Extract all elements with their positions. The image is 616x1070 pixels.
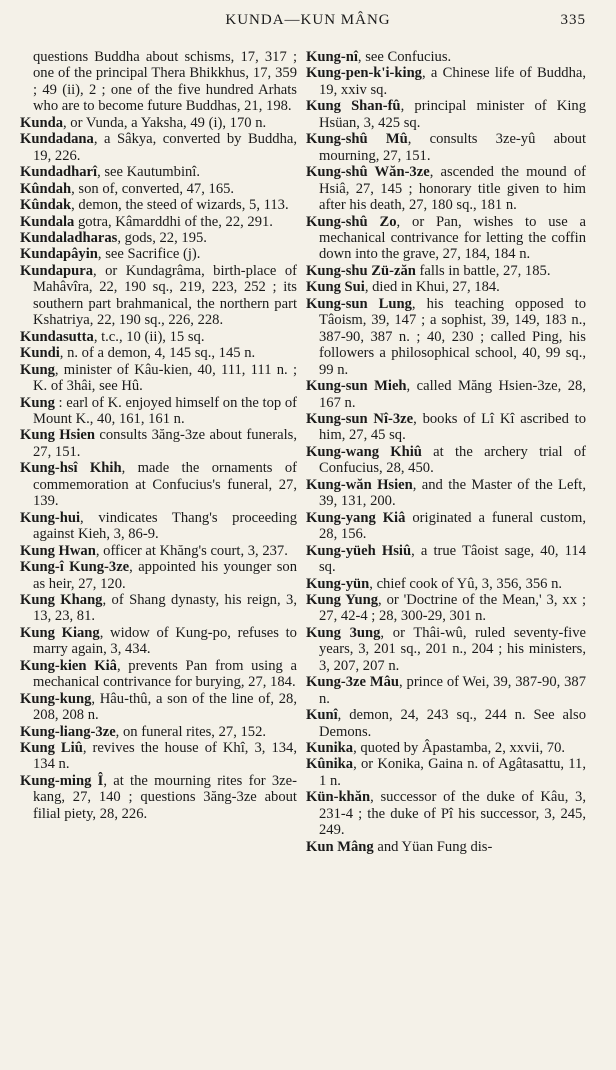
index-entry bbox=[20, 214, 297, 230]
entry-headword: Kung-3ze Mâu bbox=[306, 674, 400, 691]
entry-text: , or Vunda, a Yaksha, 49 (i), 170 n. bbox=[63, 114, 267, 131]
index-entry bbox=[20, 230, 297, 246]
index-entry bbox=[20, 460, 297, 509]
index-entry bbox=[306, 707, 586, 740]
entry-text: , made the ornaments of commemoration at Confucius's funeral, 27, 139. bbox=[33, 460, 297, 510]
entry-text: , see Sacrifice (j). bbox=[97, 246, 201, 263]
entry-headword: Kûnika bbox=[306, 756, 354, 773]
entry-text: , or Kundagrâma, birth-place of Mahâvîra, 22, 190 sq., 219, 223, 252 ; its southern part brahmanical, the northern part Kshatriya, 22, 190 sq., 226, 228. bbox=[33, 262, 297, 329]
entry-text: , principal minister of King Hsüan, 3, 425 sq. bbox=[319, 98, 586, 131]
entry-text: , ascended the mound of Hsiâ, 27, 145 ; honorary title given to him after his death, 27, 180 sq., 181 n. bbox=[319, 164, 587, 214]
index-entry bbox=[306, 592, 586, 625]
entry-text: , at the mourning rites for 3ze-kang, 27, 140 ; questions 3ăng-3ze about filial piety, 28, 226. bbox=[33, 772, 297, 822]
entry-headword: Kung-sun Mieh bbox=[306, 378, 407, 395]
index-entry bbox=[306, 444, 586, 477]
index-entry bbox=[306, 164, 586, 213]
index-entry bbox=[20, 724, 297, 740]
entry-headword: Kung-yang Kiâ bbox=[306, 509, 406, 526]
entry-headword: Kung 3ung bbox=[306, 624, 381, 641]
index-entry bbox=[20, 115, 297, 131]
entry-headword: Kung-shû Zo bbox=[306, 213, 397, 230]
index-entry bbox=[306, 98, 586, 131]
entry-text: , n. of a demon, 4, 145 sq., 145 n. bbox=[59, 345, 256, 362]
left-column bbox=[20, 49, 297, 822]
entry-text: , a Chinese life of Buddha, 19, xxiv sq. bbox=[319, 65, 586, 98]
index-entry bbox=[20, 263, 297, 329]
entry-text: at the archery trial of Confucius, 28, 450. bbox=[319, 443, 586, 477]
entry-text: , widow of Kung-po, refuses to marry again, 3, 434. bbox=[33, 624, 297, 658]
index-entry bbox=[306, 296, 586, 378]
index-entry bbox=[306, 214, 586, 263]
entry-headword: Kundi bbox=[20, 345, 60, 362]
entry-headword: Kung Hwan bbox=[20, 542, 96, 559]
entry-headword: Kundapâyin bbox=[20, 246, 98, 263]
index-entry bbox=[20, 510, 297, 543]
entry-headword: Kung-yün bbox=[306, 575, 370, 592]
entry-text: questions Buddha about schisms, 17, 317 ; one of the principal Thera Bhikkhus, 17, 359 ; 49 (ii), 2 ; one of the five hundred Arhats who are to become future Buddhas, 21, 198. bbox=[33, 49, 297, 115]
entry-headword: Kung-pen-k'i-king bbox=[306, 65, 422, 82]
entry-text: originated a funeral custom, 28, 156. bbox=[319, 509, 586, 543]
entry-headword: Kung-yüeh Hsiû bbox=[306, 542, 412, 559]
index-entry bbox=[306, 378, 586, 411]
entry-text: and Yüan Fung dis- bbox=[373, 838, 493, 855]
entry-headword: Kung-shû Wăn-3ze bbox=[306, 164, 430, 181]
entry-headword: Kung Khang bbox=[20, 591, 103, 608]
entry-headword: Kûndah bbox=[20, 180, 72, 197]
index-entry bbox=[306, 543, 586, 576]
entry-headword: Kung-hui bbox=[20, 509, 81, 526]
entry-text: , successor of the duke of Kâu, 3, 231-4 ; the duke of Pî his successor, 3, 245, 249. bbox=[319, 789, 586, 839]
entry-text: , or Pan, wishes to use a mechanical contrivance for letting the coffin down into the grave, 27, 184, 184 n. bbox=[319, 213, 586, 263]
entry-text: , died in Khui, 27, 184. bbox=[364, 279, 500, 296]
entry-text: , his teaching opposed to Tâoism, 39, 147 ; a sophist, 39, 149, 183 n., 387-90, 387 n. ; 40, 230 ; called Ping, his followers a philosophical school, 40, 99 sq., 99 n. bbox=[319, 295, 586, 378]
entry-headword: Kundadana bbox=[20, 131, 94, 148]
index-entry bbox=[20, 559, 297, 592]
index-entry bbox=[306, 576, 586, 592]
entry-headword: Kundasutta bbox=[20, 328, 94, 345]
index-entry bbox=[306, 625, 586, 674]
entry-text: , Hâu-thû, a son of the line of, 28, 208, 208 n. bbox=[33, 690, 297, 724]
index-entry bbox=[20, 197, 297, 213]
entry-text: , of Shang dynasty, his reign, 3, 13, 23, 81. bbox=[33, 591, 297, 625]
index-entry bbox=[20, 164, 297, 180]
entry-headword: Kung bbox=[20, 361, 55, 378]
entry-headword: Kunika bbox=[306, 740, 354, 757]
entry-headword: Kung-sun Nî-3ze bbox=[306, 410, 414, 427]
entry-headword: Kung Yung bbox=[306, 591, 378, 608]
index-entry bbox=[20, 246, 297, 262]
entry-text: , a true Tâoist sage, 40, 114 sq. bbox=[319, 542, 586, 576]
entry-headword: Kung-ming Î bbox=[20, 772, 104, 789]
index-entry bbox=[20, 427, 297, 460]
entry-headword: Kung-liang-3ze bbox=[20, 723, 116, 740]
entry-text: , consults 3ze-yû about mourning, 27, 151. bbox=[319, 131, 586, 164]
entry-headword: Kung-nî bbox=[306, 49, 358, 65]
entry-headword: Kung-kien Kiâ bbox=[20, 657, 117, 674]
entry-text: , revives the house of Khî, 3, 134, 134 n. bbox=[33, 740, 298, 773]
header-title: KUNDA—KUN MÂNG bbox=[225, 12, 391, 28]
entry-text: , a Sâkya, converted by Buddha, 19, 226. bbox=[33, 131, 297, 164]
entry-headword: Kundaladharas bbox=[20, 229, 118, 246]
index-entry bbox=[306, 674, 586, 707]
index-entry bbox=[306, 279, 586, 295]
entry-headword: Kung-kung bbox=[20, 690, 92, 707]
entry-text: , prince of Wei, 39, 387-90, 387 n. bbox=[319, 674, 586, 707]
index-entry bbox=[20, 181, 297, 197]
entry-text: , or 'Doctrine of the Mean,' 3, xx ; 27, 42-4 ; 28, 300-29, 301 n. bbox=[319, 591, 586, 625]
entry-headword: Kundapura bbox=[20, 262, 94, 279]
entry-headword: Kung-sun Lung bbox=[306, 295, 412, 312]
entry-text: , appointed his younger son as heir, 27, 120. bbox=[33, 559, 298, 592]
index-entry bbox=[306, 263, 586, 279]
index-entry bbox=[20, 362, 297, 395]
index-entry bbox=[20, 395, 297, 428]
entry-text: , demon, 24, 243 sq., 244 n. See also Demons. bbox=[319, 707, 586, 740]
index-entry bbox=[306, 477, 586, 510]
entry-text: consults 3ăng-3ze about funerals, 27, 151. bbox=[33, 427, 297, 460]
entry-text: , t.c., 10 (ii), 15 sq. bbox=[93, 328, 205, 345]
index-entry bbox=[20, 592, 297, 625]
entry-headword: Kün-khăn bbox=[306, 789, 371, 806]
entry-text: , see Kautumbinî. bbox=[97, 164, 201, 181]
entry-text: , on funeral rites, 27, 152. bbox=[115, 723, 267, 740]
page-number: 335 bbox=[560, 12, 586, 28]
entry-headword: Kung-wang Khiû bbox=[306, 443, 422, 460]
entry-headword: Kung Kiang bbox=[20, 624, 100, 641]
index-entry bbox=[306, 49, 586, 65]
entry-headword: Kung Shan-fû bbox=[306, 98, 401, 115]
entry-text: , or Thâi-wû, ruled seventy-five years, 3, 201 sq., 201 n., 204 ; his ministers, 3, 207, 207 n. bbox=[319, 624, 586, 674]
entry-headword: Kung-hsî Khih bbox=[20, 460, 122, 477]
index-entry bbox=[306, 510, 586, 543]
index-entry bbox=[306, 411, 586, 444]
entry-headword: Kung-shu Zü-zăn bbox=[306, 262, 416, 279]
index-entry bbox=[306, 740, 586, 756]
entry-text: , son of, converted, 47, 165. bbox=[71, 180, 235, 197]
index-entry bbox=[20, 740, 297, 773]
index-entry bbox=[20, 329, 297, 345]
entry-text: , chief cook of Yû, 3, 356, 356 n. bbox=[369, 575, 563, 592]
entry-headword: Kûndak bbox=[20, 197, 72, 214]
entry-text: , vindicates Thang's proceeding against Kieh, 3, 86-9. bbox=[33, 509, 297, 543]
entry-text: , and the Master of the Left, 39, 131, 200. bbox=[319, 476, 586, 510]
entry-headword: Kung Hsien bbox=[20, 427, 95, 444]
index-entry bbox=[20, 658, 297, 691]
index-entry bbox=[306, 789, 586, 838]
entry-text: : earl of K. enjoyed himself on the top of Mount K., 40, 161, 161 n. bbox=[33, 394, 297, 427]
entry-headword: Kundadharî bbox=[20, 164, 98, 181]
index-entry bbox=[306, 756, 586, 789]
entry-headword: Kunî bbox=[306, 707, 338, 724]
entry-headword: Kunda bbox=[20, 114, 63, 131]
right-column bbox=[306, 49, 586, 855]
entry-text: , see Confucius. bbox=[357, 49, 452, 65]
entry-text: , books of Lî Kî ascribed to him, 27, 45 sq. bbox=[319, 410, 586, 444]
entry-headword: Kun Mâng bbox=[306, 838, 374, 855]
entry-text: , gods, 22, 195. bbox=[117, 229, 207, 246]
entry-headword: Kung-î Kung-3ze bbox=[20, 559, 130, 576]
index-entry bbox=[20, 131, 297, 164]
entry-headword: Kundala bbox=[20, 213, 75, 230]
index-entry bbox=[20, 691, 297, 724]
entry-headword: Kung Sui bbox=[306, 279, 365, 296]
index-entry bbox=[306, 65, 586, 98]
index-entry bbox=[20, 543, 297, 559]
entry-text: falls in battle, 27, 185. bbox=[415, 262, 551, 279]
entry-text: , called Măng Hsien-3ze, 28, 167 n. bbox=[319, 378, 586, 411]
entry-text: gotra, Kâmarddhi of the, 22, 291. bbox=[74, 213, 273, 230]
index-entry bbox=[306, 839, 586, 855]
entry-text: , demon, the steed of wizards, 5, 113. bbox=[71, 197, 289, 214]
index-entry bbox=[20, 773, 297, 822]
entry-text: , prevents Pan from using a mechanical contrivance for burying, 27, 184. bbox=[33, 657, 297, 691]
entry-headword: Kung bbox=[20, 394, 55, 411]
index-entry bbox=[20, 49, 297, 115]
index-entry bbox=[306, 131, 586, 164]
entry-headword: Kung-shû Mû bbox=[306, 131, 408, 148]
entry-text: , or Konika, Gaina n. of Agâtasattu, 11, 1 n. bbox=[319, 756, 586, 789]
entry-headword: Kung Liû bbox=[20, 740, 83, 757]
index-entry bbox=[20, 625, 297, 658]
entry-text: , minister of Kâu-kien, 40, 111, 111 n. ; K. of 3hâi, see Hû. bbox=[33, 361, 297, 395]
index-entry bbox=[20, 345, 297, 361]
entry-headword: Kung-wăn Hsien bbox=[306, 476, 413, 493]
entry-text: , officer at Khăng's court, 3, 237. bbox=[95, 542, 288, 559]
running-header bbox=[0, 12, 616, 34]
entry-text: , quoted by Âpastamba, 2, xxvii, 70. bbox=[353, 740, 566, 757]
